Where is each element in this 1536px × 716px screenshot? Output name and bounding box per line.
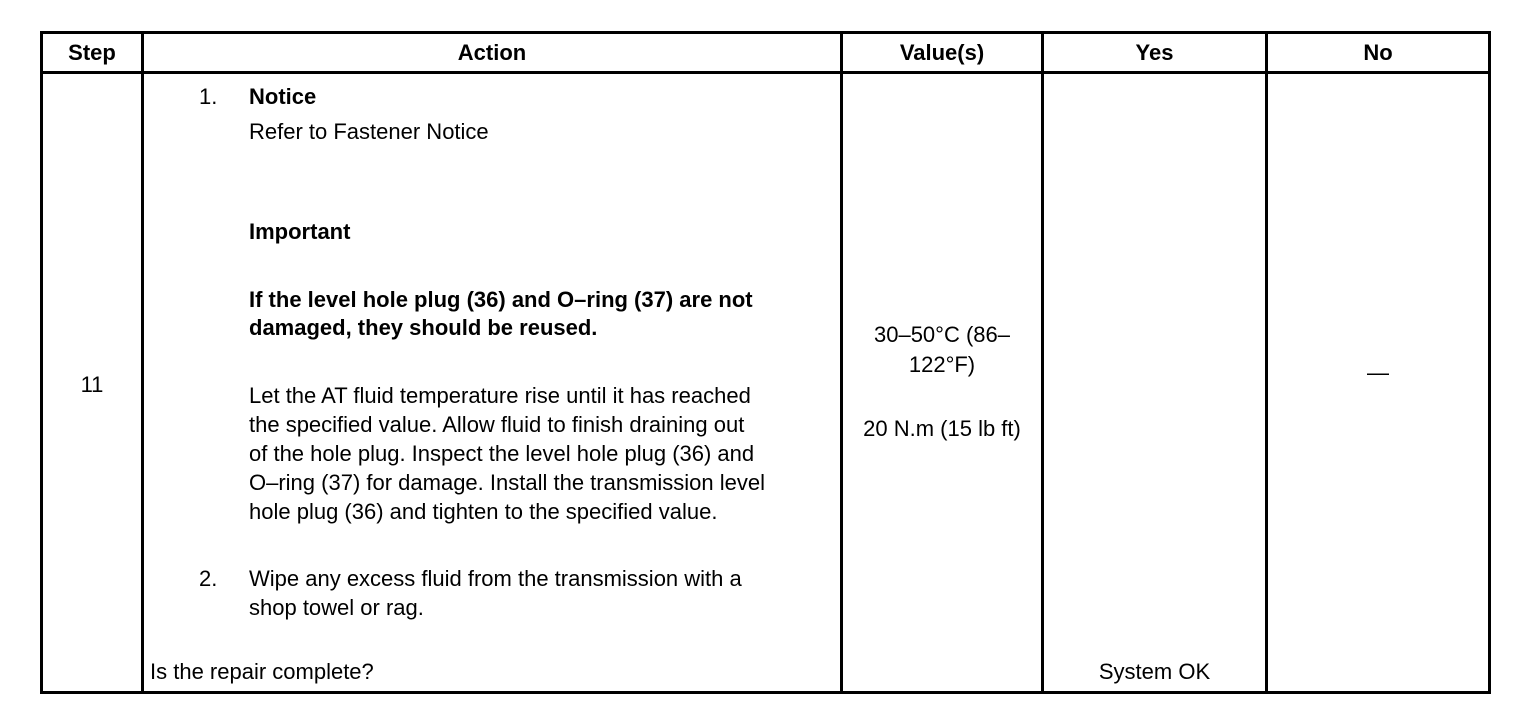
important-line-2: damaged, they should be reused. <box>249 315 598 340</box>
torque-value: 20 N.m (15 lb ft) <box>863 416 1021 441</box>
item-2-line-1: Wipe any excess fluid from the transmission with a <box>249 566 742 591</box>
table-row <box>42 73 1490 693</box>
header-yes: Yes <box>1043 33 1267 73</box>
step-cell <box>42 73 143 693</box>
item-1-number: 1. <box>199 84 218 109</box>
important-heading: Important <box>249 219 351 244</box>
action-cell <box>143 73 842 693</box>
header-action: Action <box>143 33 842 73</box>
header-step: Step <box>42 33 143 73</box>
values-cell <box>842 73 1043 693</box>
yes-result: System OK <box>1098 659 1211 684</box>
yes-cell <box>1043 73 1267 693</box>
instruction-line-3: of the hole plug. Inspect the level hole plug (36) and <box>249 441 755 466</box>
important-line-1: If the level hole plug (36) and O–ring (37) are not <box>249 287 753 312</box>
notice-heading: Notice <box>249 84 317 109</box>
header-no: No <box>1267 33 1490 73</box>
temperature-line-1: 30–50°C (86– <box>873 322 1010 347</box>
repair-question: Is the repair complete? <box>150 659 374 684</box>
instruction-line-4: O–ring (37) for damage. Install the transmission level <box>249 470 766 495</box>
header-row <box>42 33 1490 73</box>
instruction-line-2: the specified value. Allow fluid to finish draining out <box>249 412 745 437</box>
notice-text: Refer to Fastener Notice <box>249 119 489 144</box>
item-2-number: 2. <box>199 566 218 591</box>
diagnostic-table <box>40 31 1491 694</box>
no-result: — <box>1367 360 1389 385</box>
header-values: Value(s) <box>842 33 1043 73</box>
no-cell <box>1267 73 1490 693</box>
instruction-line-5: hole plug (36) and tighten to the specified value. <box>249 499 718 524</box>
step-number: 11 <box>80 372 104 397</box>
item-2-line-2: shop towel or rag. <box>249 595 424 620</box>
instruction-line-1: Let the AT fluid temperature rise until it has reached <box>249 383 751 408</box>
temperature-line-2: 122°F) <box>908 352 976 377</box>
